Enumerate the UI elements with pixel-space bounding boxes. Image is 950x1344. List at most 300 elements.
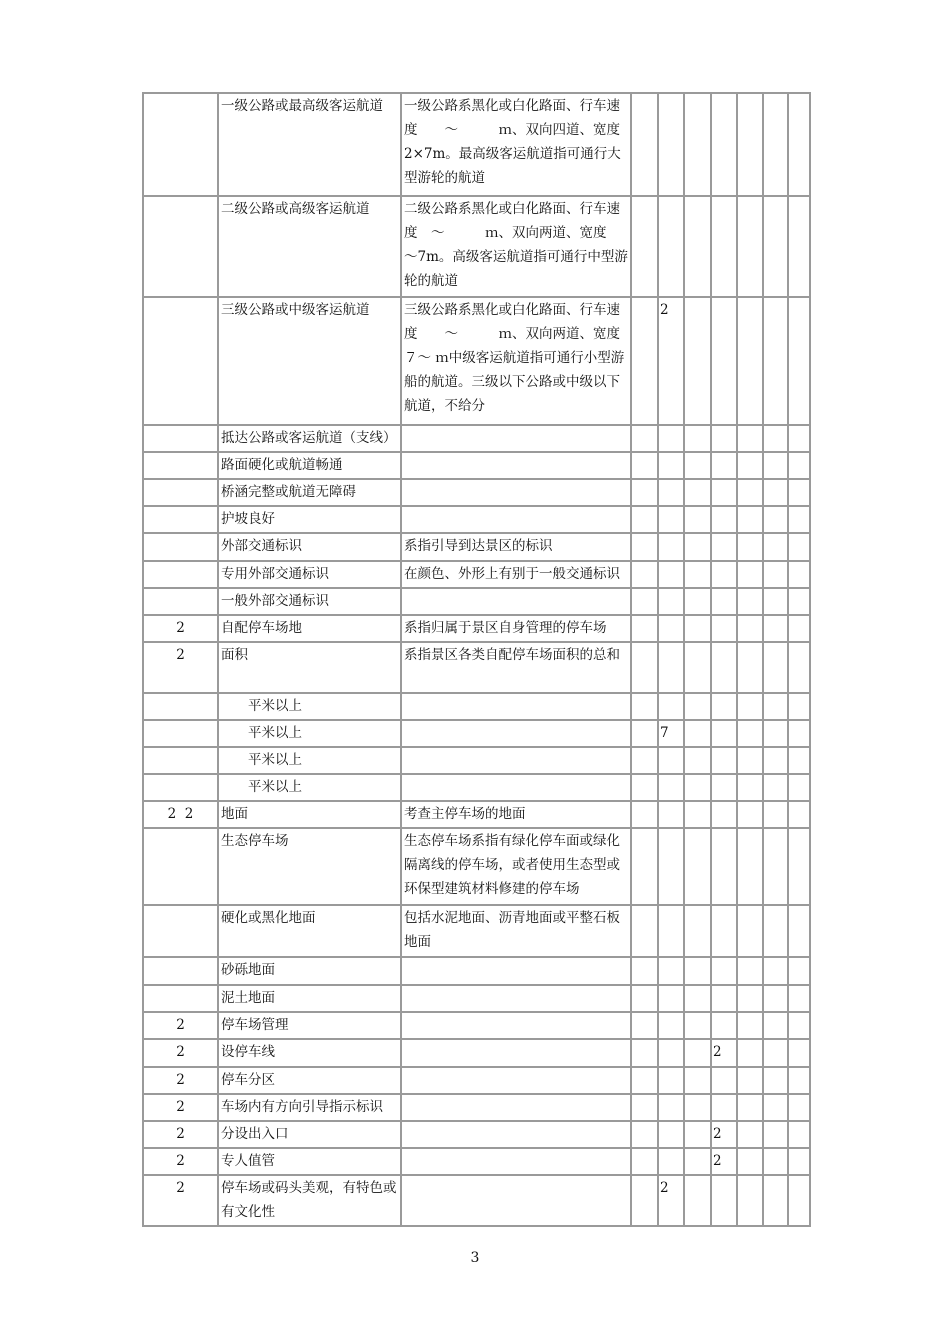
section-number-cell [143, 774, 218, 801]
description-cell: 三级公路系黑化或白化路面、行车速度 ～ ｍ、双向两道、宽度７～ ｍ中级客运航道指可通行小型游船的航道。三级以下公路或中级以下航道，不给分 [401, 297, 631, 425]
score-cell [763, 479, 788, 506]
table-row [143, 1039, 810, 1067]
section-number-cell [143, 297, 218, 425]
description-cell [401, 588, 631, 615]
score-cell [788, 533, 810, 561]
score-cell [788, 957, 810, 985]
description-cell [401, 479, 631, 506]
score-cell [631, 985, 658, 1012]
description-cell [401, 1012, 631, 1039]
score-cell [788, 720, 810, 747]
table-row [143, 1012, 810, 1039]
score-cell [684, 615, 711, 642]
description-cell: 系指景区各类自配停车场面积的总和 [401, 642, 631, 693]
score-cell [711, 905, 737, 957]
score-cell [737, 801, 763, 828]
score-cell [684, 905, 711, 957]
score-cell [631, 588, 658, 615]
score-cell [737, 1067, 763, 1094]
score-cell [788, 774, 810, 801]
score-cell [658, 506, 684, 533]
description-cell [401, 1121, 631, 1148]
item-cell: 停车分区 [218, 1067, 401, 1094]
item-cell: 桥涵完整或航道无障碍 [218, 479, 401, 506]
score-cell [763, 561, 788, 588]
score-cell [684, 1175, 711, 1226]
score-cell [763, 533, 788, 561]
score-cell [631, 720, 658, 747]
score-cell [658, 801, 684, 828]
score-cell [631, 1148, 658, 1175]
score-cell [711, 1067, 737, 1094]
score-cell [684, 1148, 711, 1175]
item-cell: 车场内有方向引导指示标识 [218, 1094, 401, 1121]
item-cell: 二级公路或高级客运航道 [218, 196, 401, 297]
section-number-cell: 2 2 [143, 801, 218, 828]
item-cell: 设停车线 [218, 1039, 401, 1067]
score-cell [763, 196, 788, 297]
score-cell [658, 588, 684, 615]
score-cell [684, 693, 711, 720]
score-cell [631, 196, 658, 297]
score-cell [763, 828, 788, 905]
score-cell [737, 93, 763, 196]
score-cell [788, 561, 810, 588]
score-cell [763, 615, 788, 642]
item-cell: 面积 [218, 642, 401, 693]
table-row [143, 506, 810, 533]
description-cell [401, 1094, 631, 1121]
evaluation-table [142, 92, 811, 1227]
score-cell [711, 801, 737, 828]
score-cell: 2 [658, 297, 684, 425]
score-cell [658, 479, 684, 506]
score-cell [737, 561, 763, 588]
table-row [143, 801, 810, 828]
score-cell [788, 1121, 810, 1148]
section-number-cell [143, 588, 218, 615]
score-cell [737, 506, 763, 533]
item-cell: 平米以上 [218, 693, 401, 720]
score-cell [684, 1012, 711, 1039]
score-cell [737, 297, 763, 425]
score-cell [658, 642, 684, 693]
score-cell [658, 1148, 684, 1175]
table-row [143, 588, 810, 615]
score-cell [658, 561, 684, 588]
section-number-cell: 2 [143, 1067, 218, 1094]
table-row [143, 1067, 810, 1094]
score-cell [631, 533, 658, 561]
description-cell [401, 693, 631, 720]
score-cell [763, 1012, 788, 1039]
score-cell [631, 297, 658, 425]
score-cell [711, 506, 737, 533]
description-cell [401, 720, 631, 747]
section-number-cell [143, 747, 218, 774]
score-cell [711, 479, 737, 506]
score-cell [763, 588, 788, 615]
score-cell: 2 [711, 1148, 737, 1175]
score-cell [763, 747, 788, 774]
description-cell [401, 425, 631, 452]
item-cell: 停车场或码头美观，有特色或有文化性 [218, 1175, 401, 1226]
score-cell [711, 957, 737, 985]
table-row [143, 747, 810, 774]
description-cell [401, 1039, 631, 1067]
score-cell [788, 1175, 810, 1226]
item-cell: 护坡良好 [218, 506, 401, 533]
table-row [143, 1121, 810, 1148]
score-cell [737, 1094, 763, 1121]
item-cell: 抵达公路或客运航道（支线） [218, 425, 401, 452]
score-cell [737, 1039, 763, 1067]
page-number: 3 [470, 1250, 480, 1266]
score-cell: 7 [658, 720, 684, 747]
score-cell [737, 1121, 763, 1148]
score-cell [763, 957, 788, 985]
score-cell [684, 828, 711, 905]
score-cell [763, 1067, 788, 1094]
score-cell [737, 533, 763, 561]
table-row [143, 425, 810, 452]
score-cell [711, 693, 737, 720]
item-cell: 平米以上 [218, 720, 401, 747]
score-cell [684, 1094, 711, 1121]
description-cell [401, 452, 631, 479]
score-cell [711, 533, 737, 561]
score-cell [631, 957, 658, 985]
score-cell [711, 828, 737, 905]
item-cell: 地面 [218, 801, 401, 828]
table-row [143, 196, 810, 297]
section-number-cell: 2 [143, 1148, 218, 1175]
table-row [143, 693, 810, 720]
score-cell [684, 642, 711, 693]
section-number-cell [143, 985, 218, 1012]
section-number-cell [143, 720, 218, 747]
score-cell [763, 297, 788, 425]
score-cell [711, 615, 737, 642]
score-cell [684, 1121, 711, 1148]
score-cell [631, 615, 658, 642]
score-cell [711, 452, 737, 479]
score-cell [737, 905, 763, 957]
table-row [143, 985, 810, 1012]
score-cell [737, 479, 763, 506]
table-row [143, 720, 810, 747]
description-cell [401, 747, 631, 774]
score-cell [711, 1094, 737, 1121]
score-cell [737, 985, 763, 1012]
section-number-cell [143, 425, 218, 452]
score-cell [737, 615, 763, 642]
description-cell: 系指归属于景区自身管理的停车场 [401, 615, 631, 642]
score-cell [631, 561, 658, 588]
score-cell [788, 297, 810, 425]
item-cell: 专用外部交通标识 [218, 561, 401, 588]
score-cell [763, 93, 788, 196]
score-cell [737, 196, 763, 297]
score-cell [658, 615, 684, 642]
section-number-cell [143, 561, 218, 588]
score-cell [658, 533, 684, 561]
description-cell [401, 985, 631, 1012]
description-cell: 一级公路系黑化或白化路面、行车速度 ～ ｍ、双向四道、宽度2×7m。最高级客运航道指可通行大型游轮的航道 [401, 93, 631, 196]
score-cell [631, 1012, 658, 1039]
item-cell: 停车场管理 [218, 1012, 401, 1039]
score-cell [631, 905, 658, 957]
description-cell [401, 774, 631, 801]
score-cell [631, 1121, 658, 1148]
score-cell [684, 588, 711, 615]
score-cell [788, 747, 810, 774]
score-cell [737, 720, 763, 747]
score-cell [631, 1039, 658, 1067]
score-cell [737, 747, 763, 774]
score-cell [631, 693, 658, 720]
score-cell [763, 1121, 788, 1148]
score-cell [711, 720, 737, 747]
score-cell [684, 561, 711, 588]
table-row [143, 1094, 810, 1121]
score-cell [788, 801, 810, 828]
table-row [143, 1148, 810, 1175]
score-cell [711, 1012, 737, 1039]
score-cell [658, 1094, 684, 1121]
score-cell [631, 93, 658, 196]
item-cell: 硬化或黑化地面 [218, 905, 401, 957]
score-cell [737, 588, 763, 615]
score-cell [763, 452, 788, 479]
item-cell: 泥土地面 [218, 985, 401, 1012]
score-cell [788, 1148, 810, 1175]
item-cell: 外部交通标识 [218, 533, 401, 561]
score-cell [763, 774, 788, 801]
table-row [143, 93, 810, 196]
description-cell: 包括水泥地面、沥青地面或平整石板地面 [401, 905, 631, 957]
score-cell [658, 196, 684, 297]
score-cell [684, 479, 711, 506]
score-cell [684, 425, 711, 452]
table-row [143, 828, 810, 905]
score-cell [684, 533, 711, 561]
score-cell [737, 642, 763, 693]
table-row [143, 561, 810, 588]
description-cell [401, 1175, 631, 1226]
score-cell [631, 479, 658, 506]
section-number-cell [143, 479, 218, 506]
score-cell [658, 828, 684, 905]
score-cell [658, 985, 684, 1012]
score-cell [711, 588, 737, 615]
item-cell: 三级公路或中级客运航道 [218, 297, 401, 425]
score-cell [684, 93, 711, 196]
score-cell [631, 506, 658, 533]
score-cell: 2 [711, 1121, 737, 1148]
table-row [143, 774, 810, 801]
score-cell: 2 [711, 1039, 737, 1067]
score-cell [684, 452, 711, 479]
score-cell [658, 1039, 684, 1067]
section-number-cell [143, 452, 218, 479]
description-cell [401, 506, 631, 533]
description-cell: 生态停车场系指有绿化停车面或绿化隔离线的停车场，或者使用生态型或环保型建筑材料修建的停车场 [401, 828, 631, 905]
table-row [143, 452, 810, 479]
score-cell [631, 747, 658, 774]
score-cell [631, 452, 658, 479]
score-cell [631, 1175, 658, 1226]
score-cell [763, 506, 788, 533]
score-cell [788, 93, 810, 196]
score-cell [658, 425, 684, 452]
section-number-cell: 2 [143, 1121, 218, 1148]
table-row [143, 615, 810, 642]
score-cell [788, 615, 810, 642]
table-row [143, 1175, 810, 1226]
score-cell [658, 747, 684, 774]
table-row [143, 533, 810, 561]
score-cell [788, 1094, 810, 1121]
score-cell [737, 693, 763, 720]
item-cell: 平米以上 [218, 747, 401, 774]
table-row [143, 297, 810, 425]
score-cell [658, 774, 684, 801]
score-cell [788, 1067, 810, 1094]
score-cell [658, 693, 684, 720]
score-cell [658, 93, 684, 196]
score-cell [631, 1094, 658, 1121]
item-cell: 一般外部交通标识 [218, 588, 401, 615]
score-cell [658, 1067, 684, 1094]
score-cell [711, 642, 737, 693]
score-cell [684, 1039, 711, 1067]
score-cell [631, 828, 658, 905]
score-cell [711, 93, 737, 196]
section-number-cell: 2 [143, 615, 218, 642]
score-cell [711, 774, 737, 801]
table-row [143, 905, 810, 957]
table-row [143, 479, 810, 506]
score-cell [631, 642, 658, 693]
item-cell: 分设出入口 [218, 1121, 401, 1148]
score-cell [788, 452, 810, 479]
score-cell [631, 425, 658, 452]
score-cell [711, 1175, 737, 1226]
score-cell [763, 1039, 788, 1067]
score-cell [684, 957, 711, 985]
score-cell [658, 1012, 684, 1039]
score-cell [658, 905, 684, 957]
item-cell: 生态停车场 [218, 828, 401, 905]
description-cell: 二级公路系黑化或白化路面、行车速度 ～ ｍ、双向两道、宽度 ～7m。高级客运航道指可通行中型游轮的航道 [401, 196, 631, 297]
description-cell [401, 957, 631, 985]
table-row [143, 642, 810, 693]
item-cell: 平米以上 [218, 774, 401, 801]
score-cell [763, 1148, 788, 1175]
description-cell: 在颜色、外形上有别于一般交通标识 [401, 561, 631, 588]
score-cell [711, 747, 737, 774]
score-cell [788, 693, 810, 720]
table-row [143, 957, 810, 985]
section-number-cell: 2 [143, 1094, 218, 1121]
section-number-cell [143, 905, 218, 957]
score-cell [763, 985, 788, 1012]
score-cell [684, 506, 711, 533]
score-cell [711, 985, 737, 1012]
description-cell [401, 1148, 631, 1175]
score-cell [684, 297, 711, 425]
score-cell [737, 1175, 763, 1226]
section-number-cell [143, 533, 218, 561]
score-cell [763, 720, 788, 747]
score-cell [788, 905, 810, 957]
score-cell [763, 905, 788, 957]
section-number-cell [143, 93, 218, 196]
score-cell [711, 196, 737, 297]
item-cell: 路面硬化或航道畅通 [218, 452, 401, 479]
section-number-cell [143, 196, 218, 297]
description-cell: 系指引导到达景区的标识 [401, 533, 631, 561]
score-cell [788, 196, 810, 297]
description-cell: 考查主停车场的地面 [401, 801, 631, 828]
score-cell [631, 774, 658, 801]
score-cell [684, 774, 711, 801]
score-cell [711, 297, 737, 425]
score-cell: 2 [658, 1175, 684, 1226]
score-cell [763, 801, 788, 828]
score-cell [788, 1012, 810, 1039]
score-cell [788, 588, 810, 615]
section-number-cell: 2 [143, 1012, 218, 1039]
item-cell: 砂砾地面 [218, 957, 401, 985]
score-cell [631, 801, 658, 828]
score-cell [763, 1175, 788, 1226]
score-cell [788, 1039, 810, 1067]
description-cell [401, 1067, 631, 1094]
score-cell [763, 642, 788, 693]
score-cell [658, 957, 684, 985]
score-cell [658, 452, 684, 479]
score-cell [711, 425, 737, 452]
item-cell: 自配停车场地 [218, 615, 401, 642]
score-cell [658, 1121, 684, 1148]
section-number-cell [143, 506, 218, 533]
score-cell [737, 774, 763, 801]
score-cell [788, 828, 810, 905]
score-cell [788, 506, 810, 533]
score-cell [737, 1012, 763, 1039]
score-cell [788, 479, 810, 506]
score-cell [684, 196, 711, 297]
section-number-cell: 2 [143, 642, 218, 693]
score-cell [763, 425, 788, 452]
score-cell [737, 452, 763, 479]
score-cell [631, 1067, 658, 1094]
score-cell [711, 561, 737, 588]
score-cell [684, 985, 711, 1012]
section-number-cell [143, 828, 218, 905]
item-cell: 一级公路或最高级客运航道 [218, 93, 401, 196]
score-cell [737, 957, 763, 985]
score-cell [684, 747, 711, 774]
section-number-cell [143, 693, 218, 720]
score-cell [737, 425, 763, 452]
score-cell [737, 828, 763, 905]
section-number-cell: 2 [143, 1175, 218, 1226]
score-cell [684, 1067, 711, 1094]
score-cell [684, 801, 711, 828]
